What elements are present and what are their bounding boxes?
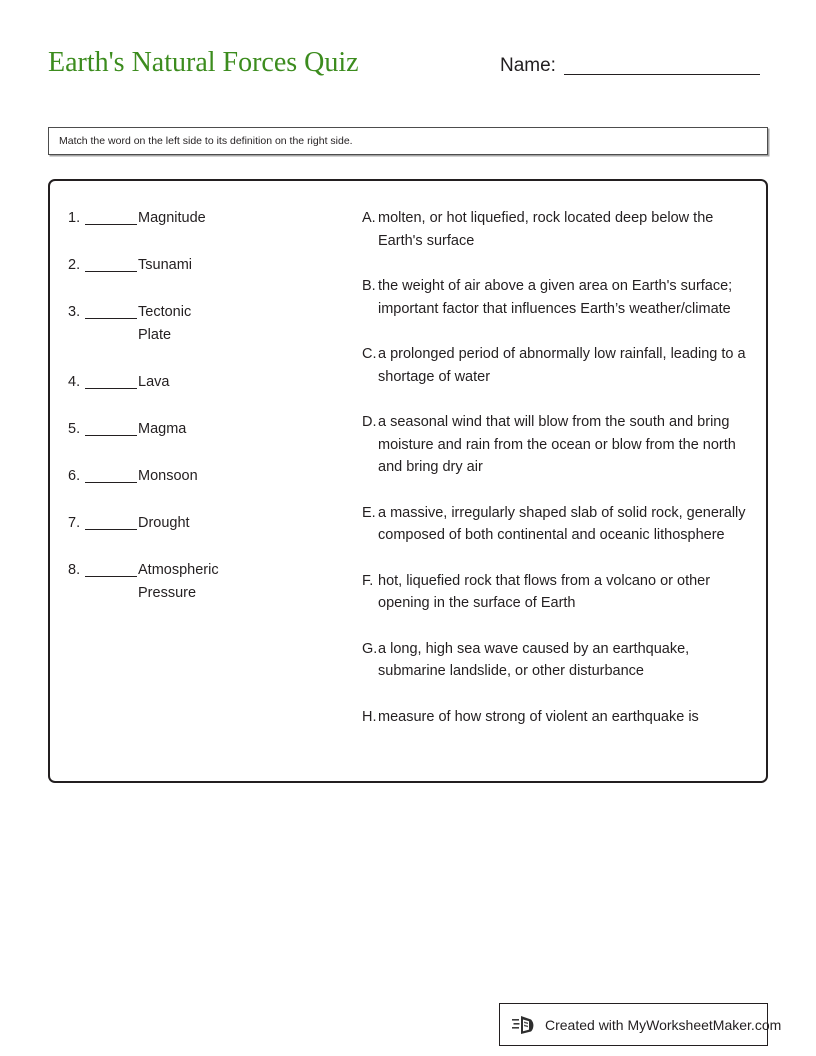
term-row bbox=[68, 559, 318, 605]
definition-letter: G. bbox=[362, 640, 378, 657]
matching-exercise-box bbox=[48, 179, 768, 783]
term-label: Atmospheric Pressure bbox=[138, 562, 219, 601]
instruction-box bbox=[48, 127, 768, 155]
name-label: Name: bbox=[500, 55, 556, 76]
term-label: Tsunami bbox=[138, 257, 192, 273]
term-label: Monsoon bbox=[138, 468, 198, 484]
definition-row bbox=[362, 275, 754, 320]
definition-row bbox=[362, 570, 754, 615]
name-input-rule[interactable] bbox=[564, 74, 760, 75]
term-label: Tectonic Plate bbox=[138, 304, 192, 343]
term-answer-blank[interactable] bbox=[85, 559, 137, 577]
term-answer-blank[interactable] bbox=[85, 418, 137, 436]
term-number: 7. bbox=[68, 515, 81, 531]
term-row bbox=[68, 465, 318, 488]
definitions-column bbox=[362, 207, 754, 728]
term-number: 2. bbox=[68, 257, 81, 273]
definition-row bbox=[362, 207, 754, 252]
worksheet-maker-logo-icon bbox=[512, 1013, 538, 1037]
term-answer-blank[interactable] bbox=[85, 301, 137, 319]
term-answer-blank[interactable] bbox=[85, 465, 137, 483]
term-row bbox=[68, 418, 318, 441]
definition-row bbox=[362, 706, 754, 729]
instruction-text: Match the word on the left side to its definition on the right side. bbox=[59, 135, 353, 147]
term-number: 4. bbox=[68, 374, 81, 390]
definition-row bbox=[362, 638, 754, 683]
matching-columns bbox=[50, 181, 766, 781]
definition-text: a massive, irregularly shaped slab of solid rock, generally composed of both continental and oceanic lithosphere bbox=[378, 504, 746, 543]
definition-letter: E. bbox=[362, 504, 376, 521]
definition-letter: B. bbox=[362, 278, 376, 294]
worksheet-header bbox=[48, 46, 768, 92]
definition-text: hot, liquefied rock that flows from a volcano or other opening in the surface of Earth bbox=[378, 572, 711, 611]
term-answer-blank[interactable] bbox=[85, 512, 137, 530]
definition-letter: A. bbox=[362, 210, 376, 226]
created-with-badge[interactable] bbox=[499, 1003, 782, 1046]
definition-letter: C. bbox=[362, 346, 377, 362]
term-label: Magma bbox=[138, 421, 187, 437]
name-field-group bbox=[500, 54, 760, 78]
terms-column bbox=[68, 207, 318, 605]
term-number: 1. bbox=[68, 210, 81, 226]
term-label: Lava bbox=[138, 374, 170, 390]
term-number: 6. bbox=[68, 468, 81, 484]
term-number: 5. bbox=[68, 421, 81, 437]
definition-text: a prolonged period of abnormally low rainfall, leading to a shortage of water bbox=[378, 346, 746, 385]
definition-text: measure of how strong of violent an earthquake is bbox=[378, 708, 699, 725]
definition-letter: H. bbox=[362, 708, 377, 725]
term-row bbox=[68, 207, 318, 230]
definition-row bbox=[362, 411, 754, 479]
term-answer-blank[interactable] bbox=[85, 254, 137, 272]
term-row bbox=[68, 254, 318, 277]
term-row bbox=[68, 512, 318, 535]
term-row bbox=[68, 301, 318, 347]
term-number: 3. bbox=[68, 304, 81, 320]
definition-text: a seasonal wind that will blow from the south and bring moisture and rain from the ocean or blow from the north and bring dry air bbox=[378, 414, 736, 475]
term-answer-blank[interactable] bbox=[85, 207, 137, 225]
definition-letter: D. bbox=[362, 414, 377, 430]
term-label: Magnitude bbox=[138, 210, 206, 226]
definition-row bbox=[362, 502, 754, 547]
definition-text: molten, or hot liquefied, rock located deep below the Earth's surface bbox=[378, 210, 714, 249]
definition-letter: F. bbox=[362, 572, 374, 589]
created-with-text: Created with MyWorksheetMaker.com bbox=[545, 1016, 782, 1033]
page-title: Earth's Natural Forces Quiz bbox=[48, 47, 359, 78]
term-number: 8. bbox=[68, 562, 81, 578]
term-label: Drought bbox=[138, 515, 190, 531]
term-row bbox=[68, 371, 318, 394]
definition-text: the weight of air above a given area on Earth's surface; important factor that influences Earth’s weather/climate bbox=[378, 278, 733, 317]
term-answer-blank[interactable] bbox=[85, 371, 137, 389]
definition-text: a long, high sea wave caused by an earthquake, submarine landslide, or other disturbance bbox=[378, 640, 690, 679]
definition-row bbox=[362, 343, 754, 388]
